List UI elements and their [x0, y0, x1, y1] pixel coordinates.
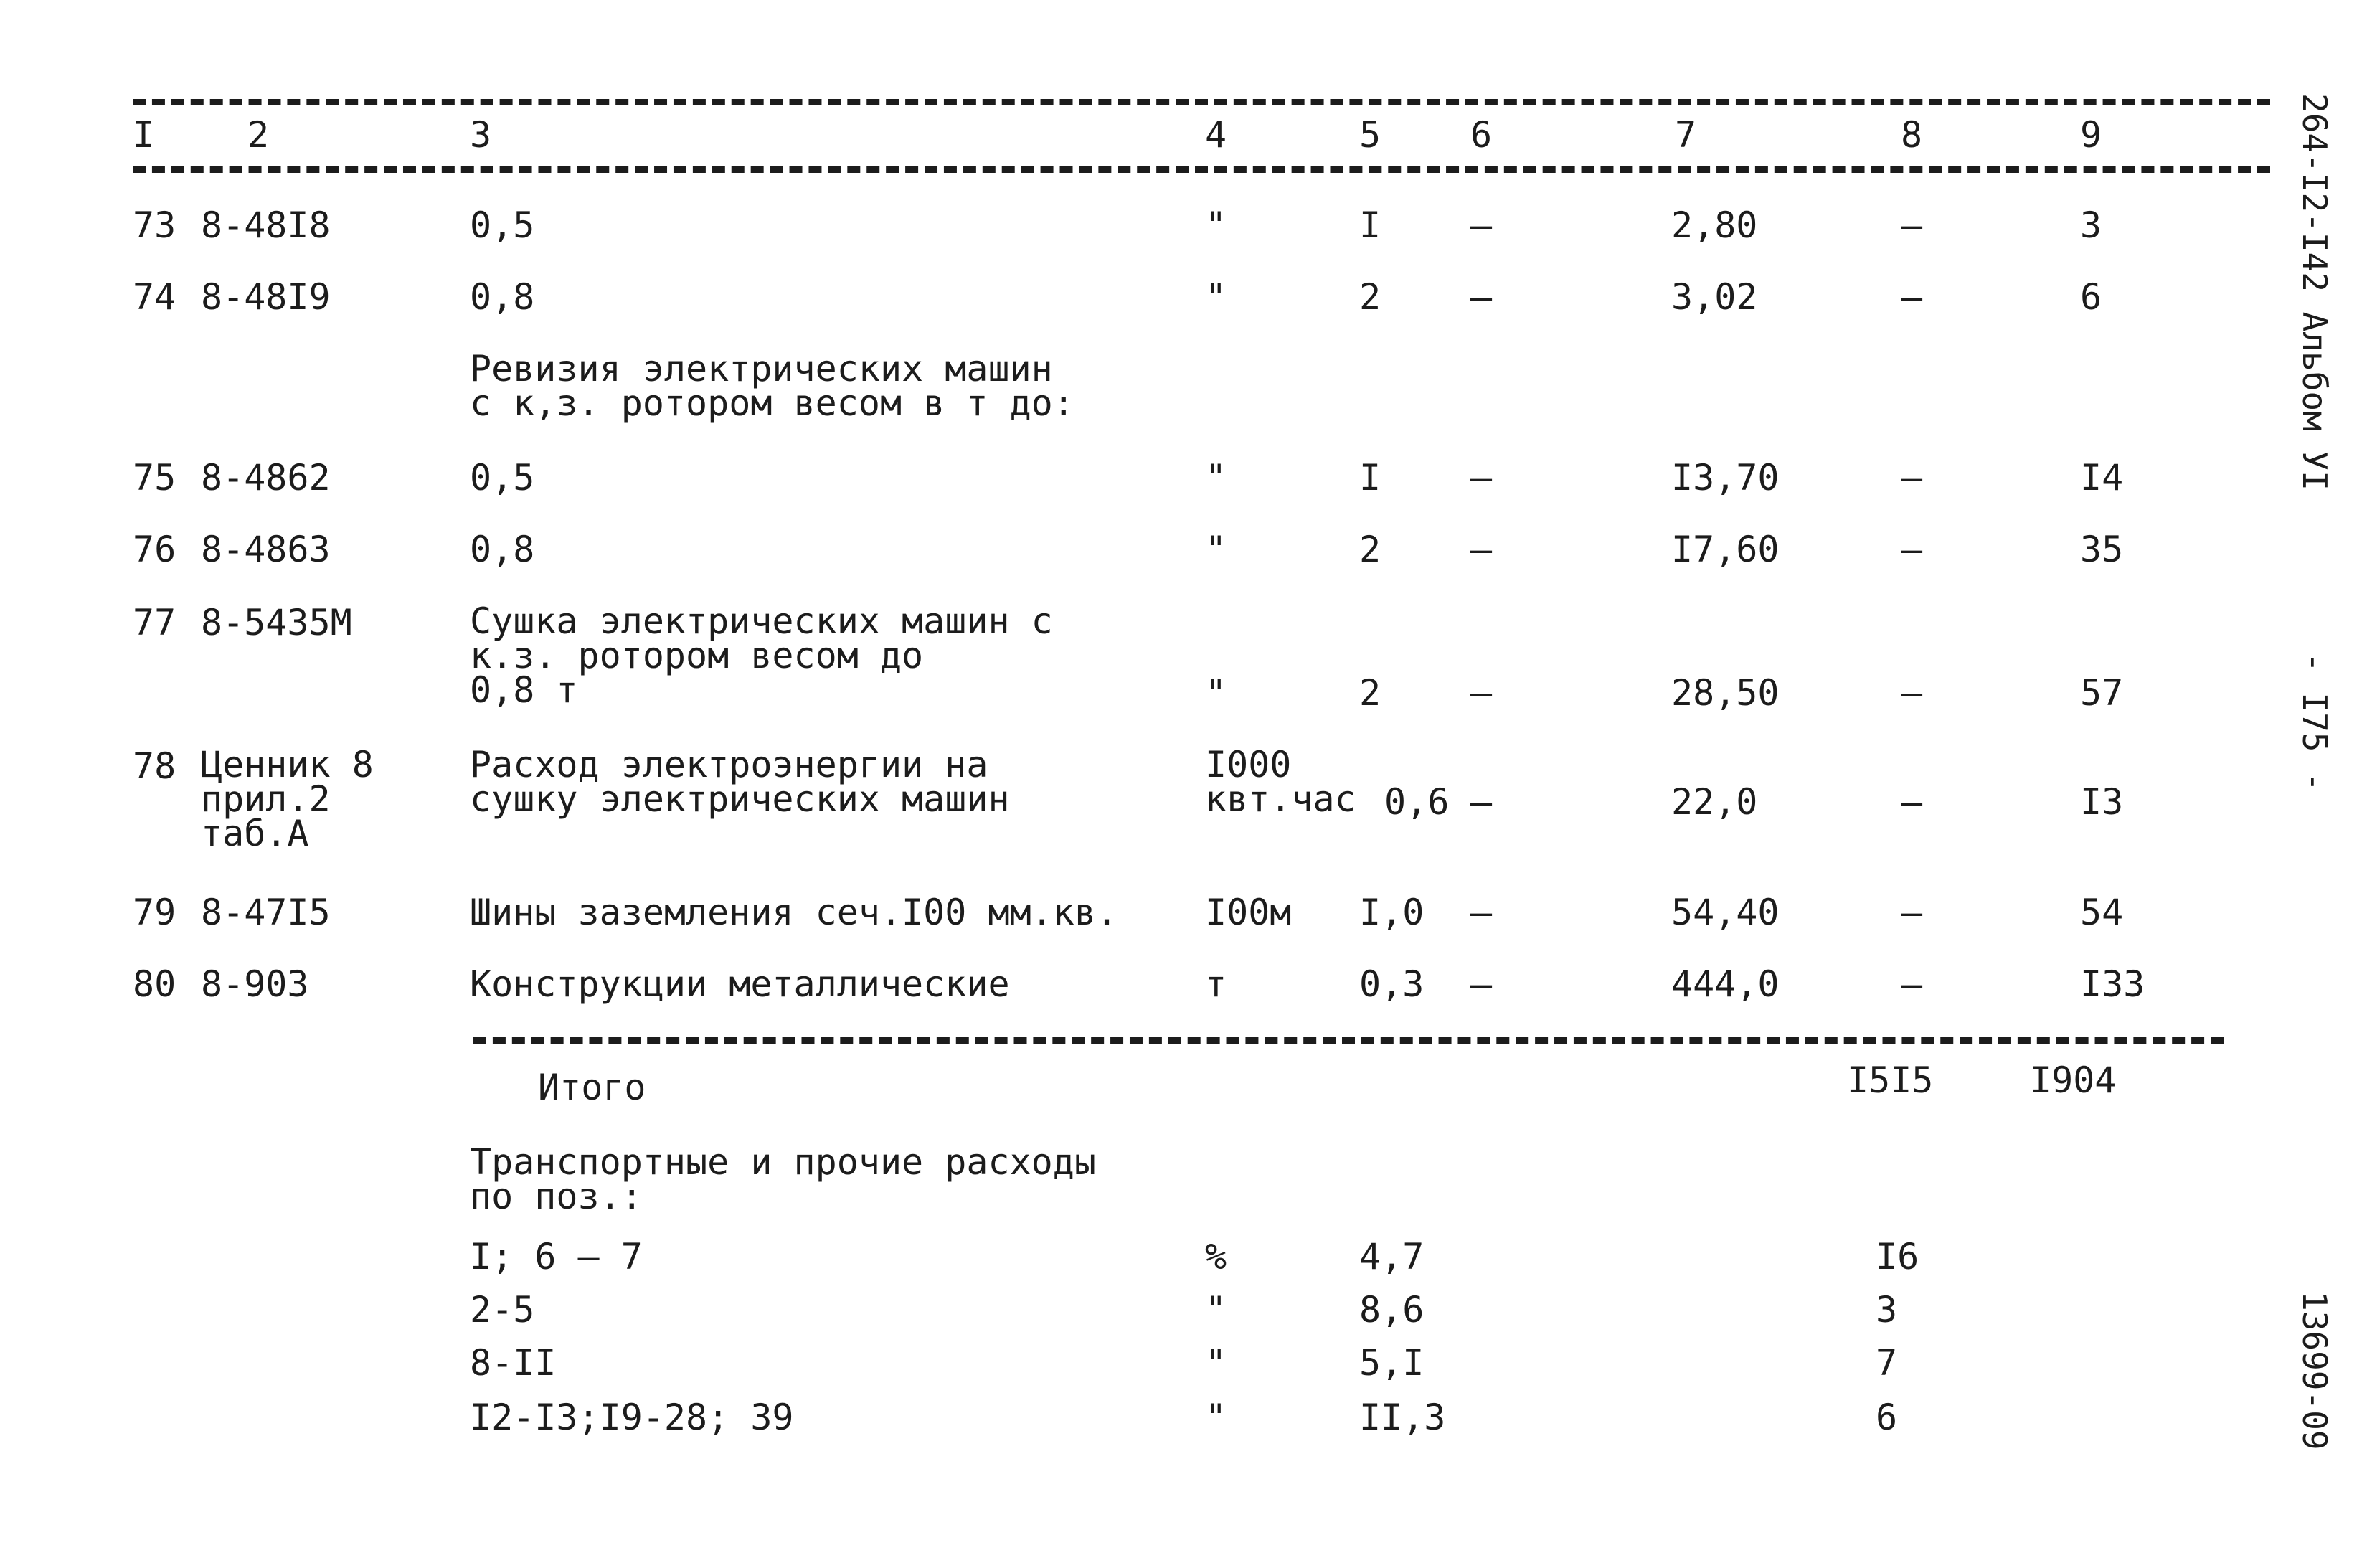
header-col-7: 7: [1675, 114, 1697, 156]
section-heading: Ревизия электрических машин с к,з. ротором весом в т до:: [470, 348, 1074, 424]
row-col8: –: [1901, 457, 1923, 499]
row-unit: ": [1205, 529, 1227, 570]
row-no: 75: [133, 457, 176, 499]
row-col8: –: [1901, 276, 1923, 318]
row-code: 8-48I9: [201, 276, 331, 318]
row-desc: Сушка электрических машин с к.з. ротором весом до 0,8 т: [470, 600, 1053, 711]
row-col6: –: [1470, 276, 1493, 318]
row-price: 2,80: [1671, 204, 1758, 246]
row-price: 22,0: [1671, 781, 1758, 823]
row-qty: 2: [1359, 672, 1381, 714]
row-col9: 6: [2080, 276, 2102, 318]
rule-top: [133, 99, 2270, 105]
row-desc: 0,5: [470, 457, 535, 499]
row-code: 8-47I5: [201, 892, 331, 933]
row-unit: ": [1205, 204, 1227, 246]
row-no: 80: [133, 963, 176, 1005]
transport-title: Транспортные и прочие расходы по поз.:: [470, 1141, 1096, 1217]
row-price: 3,02: [1671, 276, 1758, 318]
row-desc: Конструкции металлические: [470, 963, 1010, 1005]
transport-val: 3: [1876, 1289, 1898, 1331]
side-album-label: 264-I2-I42 Альбом УI: [2295, 93, 2334, 491]
row-no: 77: [133, 602, 176, 643]
row-desc: 0,5: [470, 204, 535, 246]
transport-pos: I2-I3;I9-28; 39: [470, 1397, 794, 1438]
row-col6: –: [1470, 204, 1493, 246]
rule-total: [473, 1037, 2224, 1044]
total-label: Итого: [538, 1067, 646, 1108]
row-col6: –: [1470, 672, 1493, 714]
row-col9: 35: [2080, 529, 2124, 570]
row-col6: –: [1470, 457, 1493, 499]
row-no: 73: [133, 204, 176, 246]
row-col6: –: [1470, 963, 1493, 1005]
row-price: I3,70: [1671, 457, 1780, 499]
header-col-5: 5: [1359, 114, 1381, 156]
row-qty: I,0: [1359, 892, 1424, 933]
row-desc: 0,8: [470, 276, 535, 318]
row-no: 74: [133, 276, 176, 318]
row-code: 8-4863: [201, 529, 331, 570]
row-col8: –: [1901, 529, 1923, 570]
row-desc: 0,8: [470, 529, 535, 570]
row-qty: I: [1359, 457, 1381, 499]
row-price: 28,50: [1671, 672, 1780, 714]
row-code: 8-48I8: [201, 204, 331, 246]
row-col8: –: [1901, 781, 1923, 823]
row-no: 78: [133, 745, 176, 787]
header-col-8: 8: [1901, 114, 1923, 156]
row-qty: 0,6: [1384, 781, 1450, 823]
side-page-number: - I75 -: [2295, 653, 2334, 792]
row-qty: 2: [1359, 276, 1381, 318]
row-no: 76: [133, 529, 176, 570]
row-desc: Расход электроэнергии на сушку электрических машин: [470, 744, 1010, 820]
row-price: 444,0: [1671, 963, 1780, 1005]
total-col8: I5I5: [1847, 1059, 1934, 1101]
row-col9: 54: [2080, 892, 2124, 933]
row-qty: I: [1359, 204, 1381, 246]
transport-pct: 4,7: [1359, 1236, 1424, 1277]
row-qty: 2: [1359, 529, 1381, 570]
row-col9: I3: [2080, 781, 2124, 823]
transport-val: 6: [1876, 1397, 1898, 1438]
row-unit: ": [1205, 672, 1227, 714]
row-col8: –: [1901, 672, 1923, 714]
row-code: Ценник 8 прил.2 таб.А: [201, 744, 374, 854]
row-col6: –: [1470, 892, 1493, 933]
side-document-number: 13699-09: [2295, 1291, 2334, 1450]
total-col9: I904: [2030, 1059, 2117, 1101]
transport-pos: 8-II: [470, 1342, 557, 1384]
header-col-6: 6: [1470, 114, 1493, 156]
row-qty: 0,3: [1359, 963, 1424, 1005]
transport-unit: ": [1205, 1289, 1227, 1331]
rule-header-bottom: [133, 166, 2270, 173]
row-col8: –: [1901, 892, 1923, 933]
row-code: 8-4862: [201, 457, 331, 499]
transport-pos: 2-5: [470, 1289, 535, 1331]
row-unit: I000 квт.час: [1205, 744, 1356, 820]
transport-pct: II,3: [1359, 1397, 1446, 1438]
row-code: 8-903: [201, 963, 309, 1005]
row-unit: ": [1205, 457, 1227, 499]
row-col9: I33: [2080, 963, 2145, 1005]
header-col-4: 4: [1205, 114, 1227, 156]
row-col8: –: [1901, 963, 1923, 1005]
transport-val: 7: [1876, 1342, 1898, 1384]
row-col6: –: [1470, 781, 1493, 823]
transport-unit: ": [1205, 1342, 1227, 1384]
row-price: I7,60: [1671, 529, 1780, 570]
row-col8: –: [1901, 204, 1923, 246]
header-col-9: 9: [2080, 114, 2102, 156]
row-price: 54,40: [1671, 892, 1780, 933]
header-col-2: 2: [247, 114, 270, 156]
row-unit: ": [1205, 276, 1227, 318]
transport-pct: 5,I: [1359, 1342, 1424, 1384]
row-col9: I4: [2080, 457, 2124, 499]
transport-unit: %: [1205, 1236, 1227, 1277]
row-code: 8-5435М: [201, 602, 352, 643]
transport-val: I6: [1876, 1236, 1919, 1277]
row-unit: т: [1205, 963, 1227, 1005]
row-desc: Шины заземления сеч.I00 мм.кв.: [470, 892, 1118, 933]
transport-unit: ": [1205, 1397, 1227, 1438]
transport-pos: I; 6 – 7: [470, 1236, 643, 1277]
header-col-1: I: [133, 114, 155, 156]
row-col9: 3: [2080, 204, 2102, 246]
row-unit: I00м: [1205, 892, 1292, 933]
transport-pct: 8,6: [1359, 1289, 1424, 1331]
row-no: 79: [133, 892, 176, 933]
row-col9: 57: [2080, 672, 2124, 714]
row-col6: –: [1470, 529, 1493, 570]
header-col-3: 3: [470, 114, 492, 156]
